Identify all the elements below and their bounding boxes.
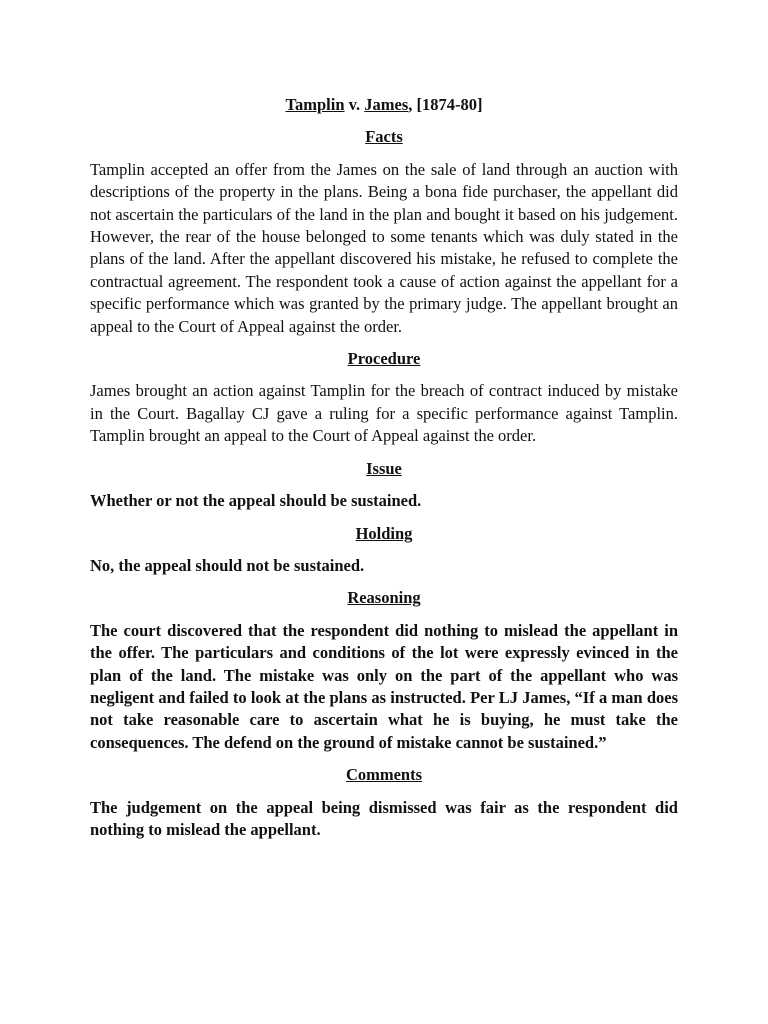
holding-heading: Holding bbox=[355, 523, 413, 543]
issue-text: Whether or not the appeal should be sustained. bbox=[90, 491, 422, 511]
facts-text: Tamplin accepted an offer from the James on the sale of land through an auction with descriptions of the property in the plans. Being a bona fide purchaser, the appellant did not ascertain the particulars of the land in the plan and bought it based on his judgement. However, the rear of the house belonged to some tenants which was duly stated in the plans of the land. After the appellant discovered his mistake, he refused to complete the contractual agreement. The respondent took a cause of action against the appellant for a specific performance which was granted by the primary judge. The appellant brought an appeal to the Court of Appeal against the order. bbox=[90, 159, 678, 336]
facts-heading: Facts bbox=[365, 127, 403, 147]
case-party-2: James bbox=[364, 95, 409, 114]
reasoning-heading: Reasoning bbox=[347, 588, 421, 608]
document-page bbox=[90, 94, 678, 851]
case-party-1: Tamplin bbox=[285, 95, 345, 114]
case-title bbox=[90, 94, 678, 116]
procedure-text: James brought an action against Tamplin for the breach of contract induced by mistake in the Court. Bagallay CJ gave a ruling for a specific performance against Tamplin. Tamplin brought an appeal to the Court of Appeal against the order. bbox=[90, 381, 678, 446]
holding-text: No, the appeal should not be sustained. bbox=[90, 555, 365, 575]
procedure-heading: Procedure bbox=[347, 349, 421, 369]
issue-heading: Issue bbox=[366, 458, 402, 478]
case-citation: , [1874-80] bbox=[408, 95, 483, 114]
comments-heading: Comments bbox=[345, 765, 423, 785]
comments-text: The judgement on the appeal being dismissed was fair as the respondent did nothing to mislead the appellant. bbox=[90, 797, 678, 839]
case-title-separator: v. bbox=[344, 95, 365, 114]
reasoning-text: The court discovered that the respondent did nothing to mislead the appellant in the offer. The particulars and conditions of the lot were expressly evinced in the plan of the land. The mistake was only on the part of the appellant who was negligent and failed to look at the plans as instructed. Per LJ James, “If a man does not take reasonable care to ascertain what he is buying, he must take the consequences. The defend on the ground of mistake cannot be sustained.” bbox=[90, 620, 678, 752]
